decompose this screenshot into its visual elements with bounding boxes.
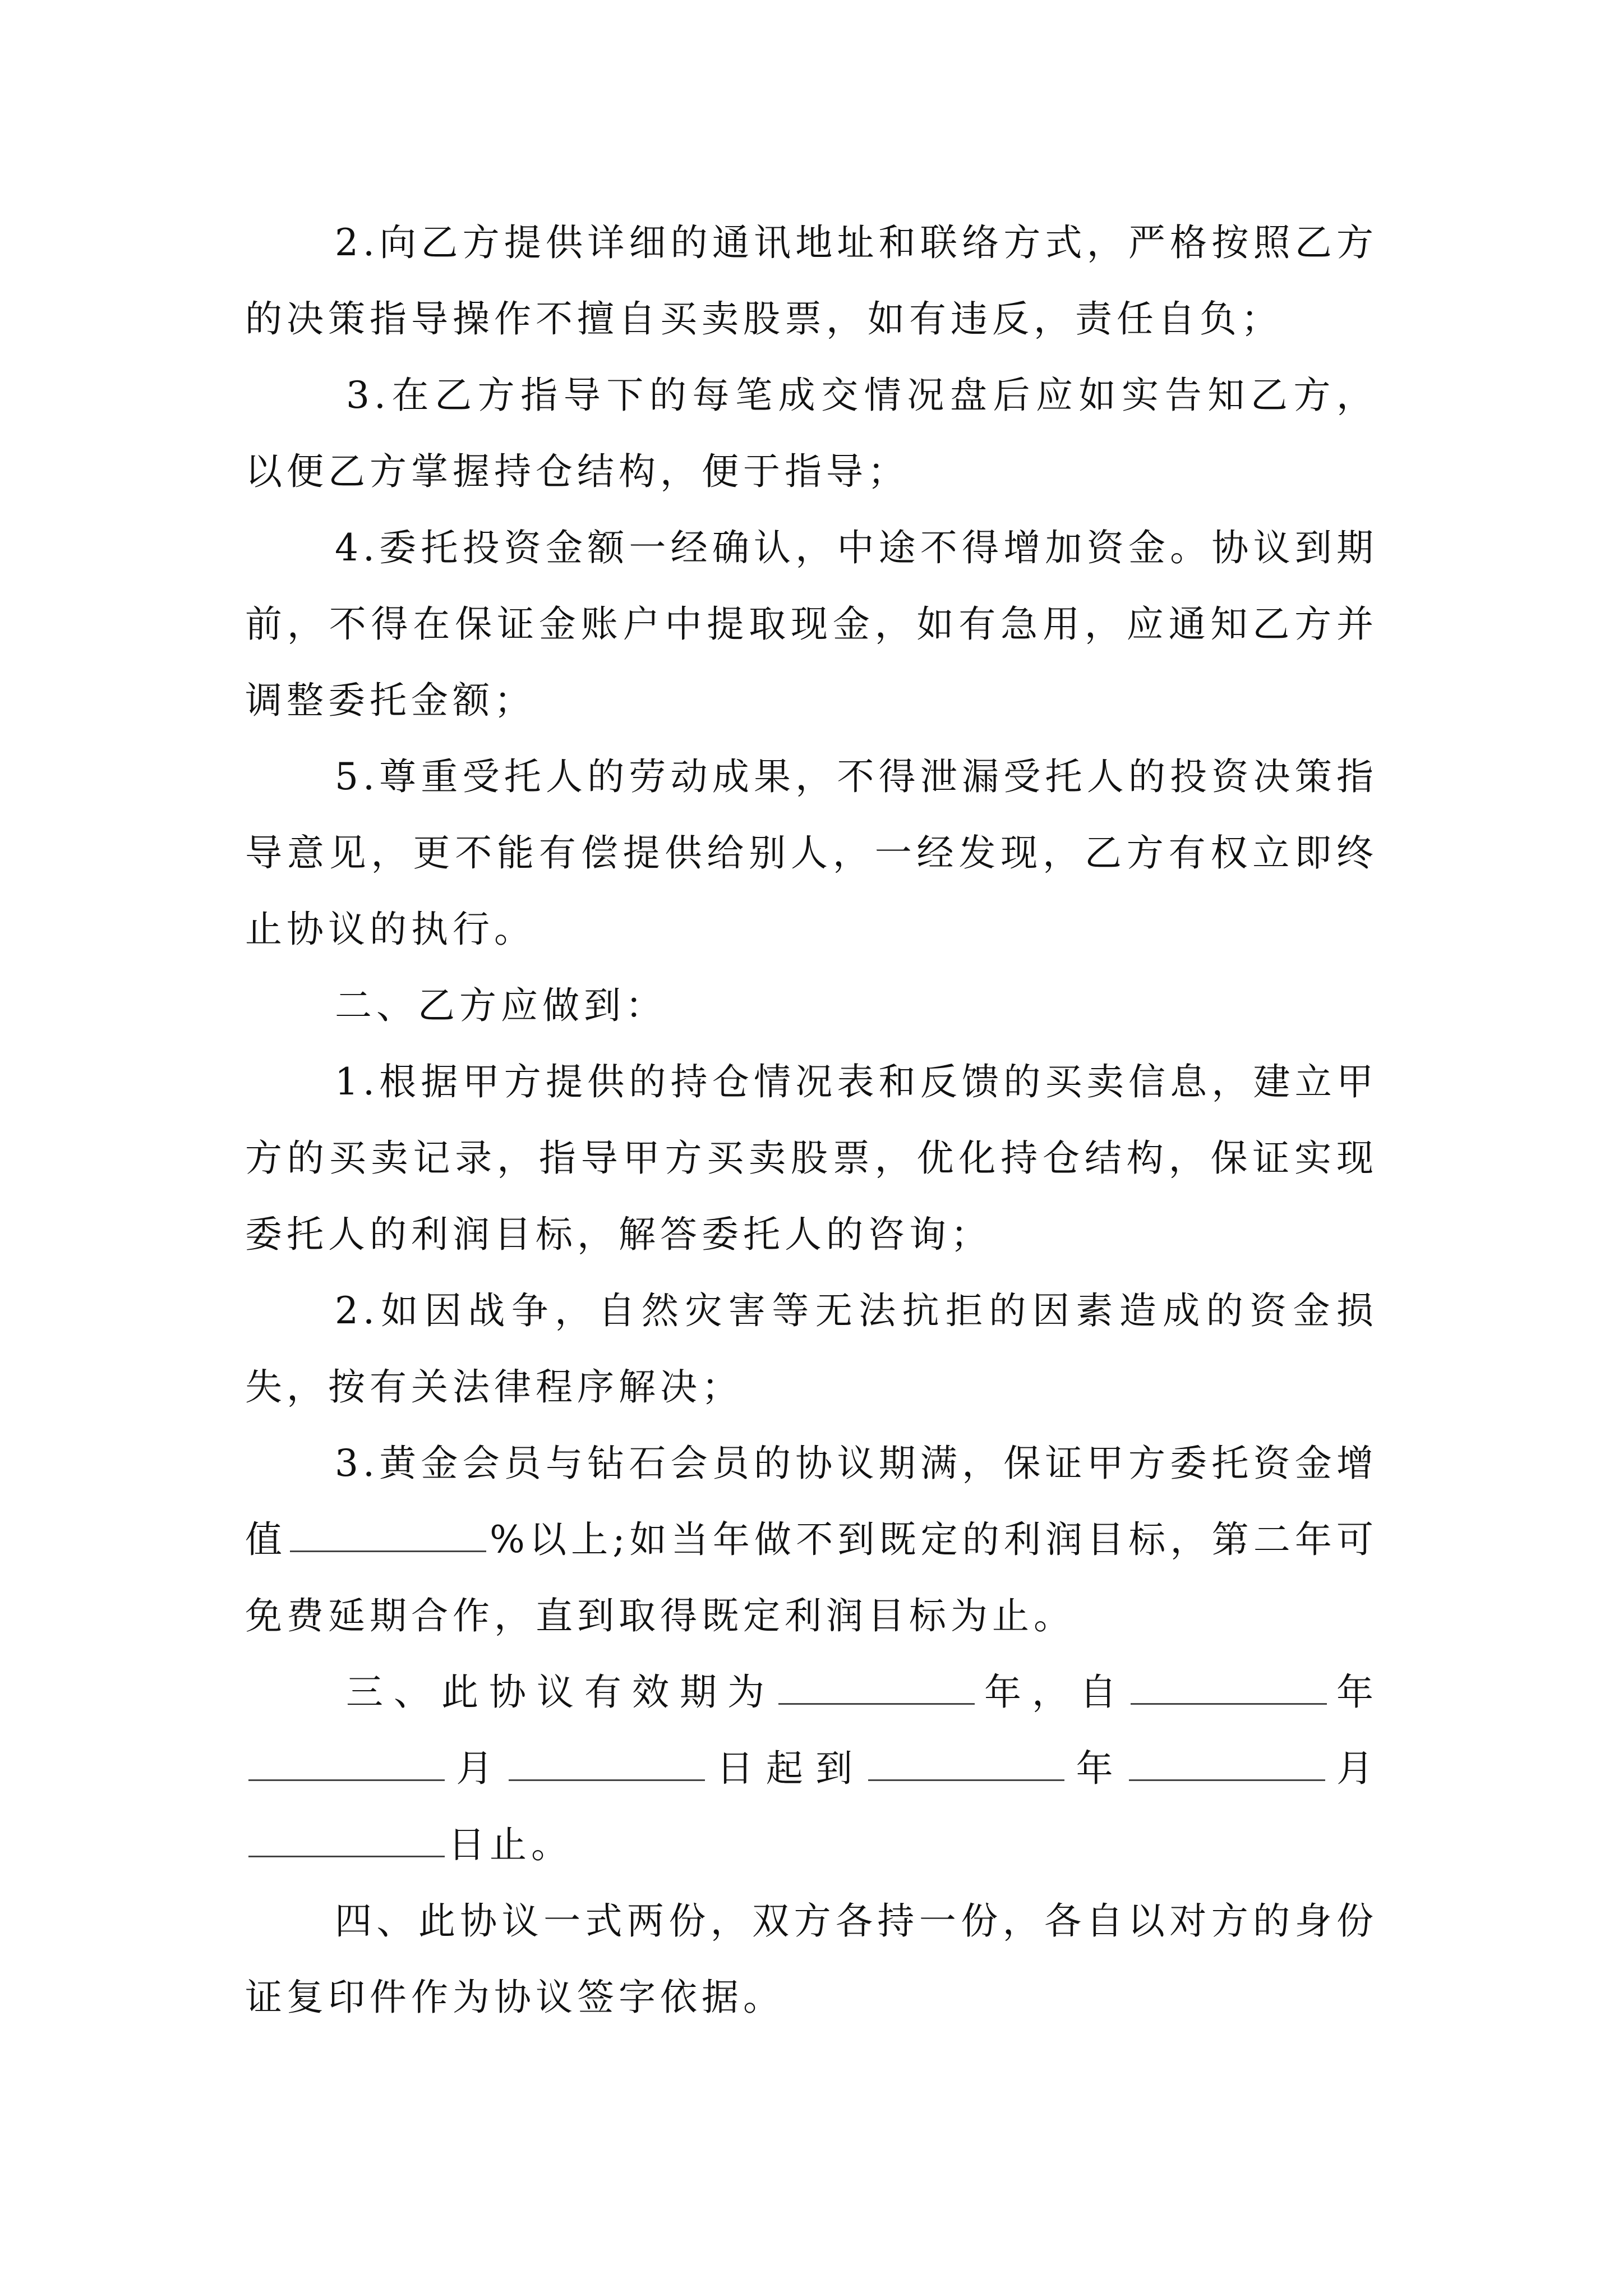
section-two-heading: 二、乙方应做到： — [335, 984, 667, 1027]
validity-text-8: 日止。 — [448, 1823, 573, 1866]
validity-text-7: 月 — [1328, 1747, 1378, 1790]
start-day-blank[interactable] — [509, 1779, 705, 1781]
validity-years-blank[interactable] — [778, 1703, 975, 1705]
start-month-blank[interactable] — [248, 1779, 445, 1781]
validity-text-6: 年 — [1068, 1747, 1126, 1790]
clause-a5: 5.尊重受托人的劳动成果，不得泄漏受托人的投资决策指导意见，更不能有偿提供给别人，一经发现，乙方有权立即终止协议的执行。 — [245, 755, 1378, 951]
clause-b3-text-before: 3.黄金会员与钻石会员的协议期满，保证甲方委托资金增值 — [245, 1442, 1378, 1561]
validity-text-2: 年，自 — [978, 1671, 1127, 1714]
validity-text-5: 日起到 — [708, 1747, 865, 1790]
clause-b2: 2.如因战争，自然灾害等无法抗拒的因素造成的资金损失，按有关法律程序解决； — [245, 1289, 1378, 1409]
validity-text-3: 年 — [1330, 1671, 1378, 1714]
start-year-blank[interactable] — [1131, 1703, 1327, 1705]
validity-text-1: 三、此协议有效期为 — [346, 1671, 775, 1714]
validity-text-4: 月 — [448, 1747, 506, 1790]
end-year-blank[interactable] — [868, 1779, 1064, 1781]
end-day-blank[interactable] — [248, 1855, 445, 1857]
agreement-body — [245, 205, 1378, 2036]
clause-b1: 1.根据甲方提供的持仓情况表和反馈的买卖信息，建立甲方的买卖记录，指导甲方买卖股票，优化持仓结构，保证实现委托人的利润目标，解答委托人的咨询； — [245, 1060, 1378, 1256]
clause-a3: 3.在乙方指导下的每笔成交情况盘后应如实告知乙方，以便乙方掌握持仓结构，便于指导； — [245, 374, 1378, 493]
end-month-blank[interactable] — [1129, 1779, 1325, 1781]
clause-a2: 2.向乙方提供详细的通讯地址和联络方式，严格按照乙方的决策指导操作不擅自买卖股票，如有违反，责任自负； — [245, 221, 1378, 341]
section-three — [245, 1654, 1378, 1883]
growth-percent-blank[interactable] — [290, 1550, 486, 1552]
clause-a4: 4.委托投资金额一经确认，中途不得增加资金。协议到期前，不得在保证金账户中提取现金，如有急用，应通知乙方并调整委托金额； — [245, 526, 1378, 722]
clause-b3 — [245, 1425, 1378, 1654]
section-four: 四、此协议一式两份，双方各持一份，各自以对方的身份证复印件作为协议签字依据。 — [245, 1899, 1378, 2019]
clause-b3-text-after: %以上;如当年做不到既定的利润目标，第二年可免费延期合作，直到取得既定利润目标为止。 — [245, 1518, 1378, 1637]
